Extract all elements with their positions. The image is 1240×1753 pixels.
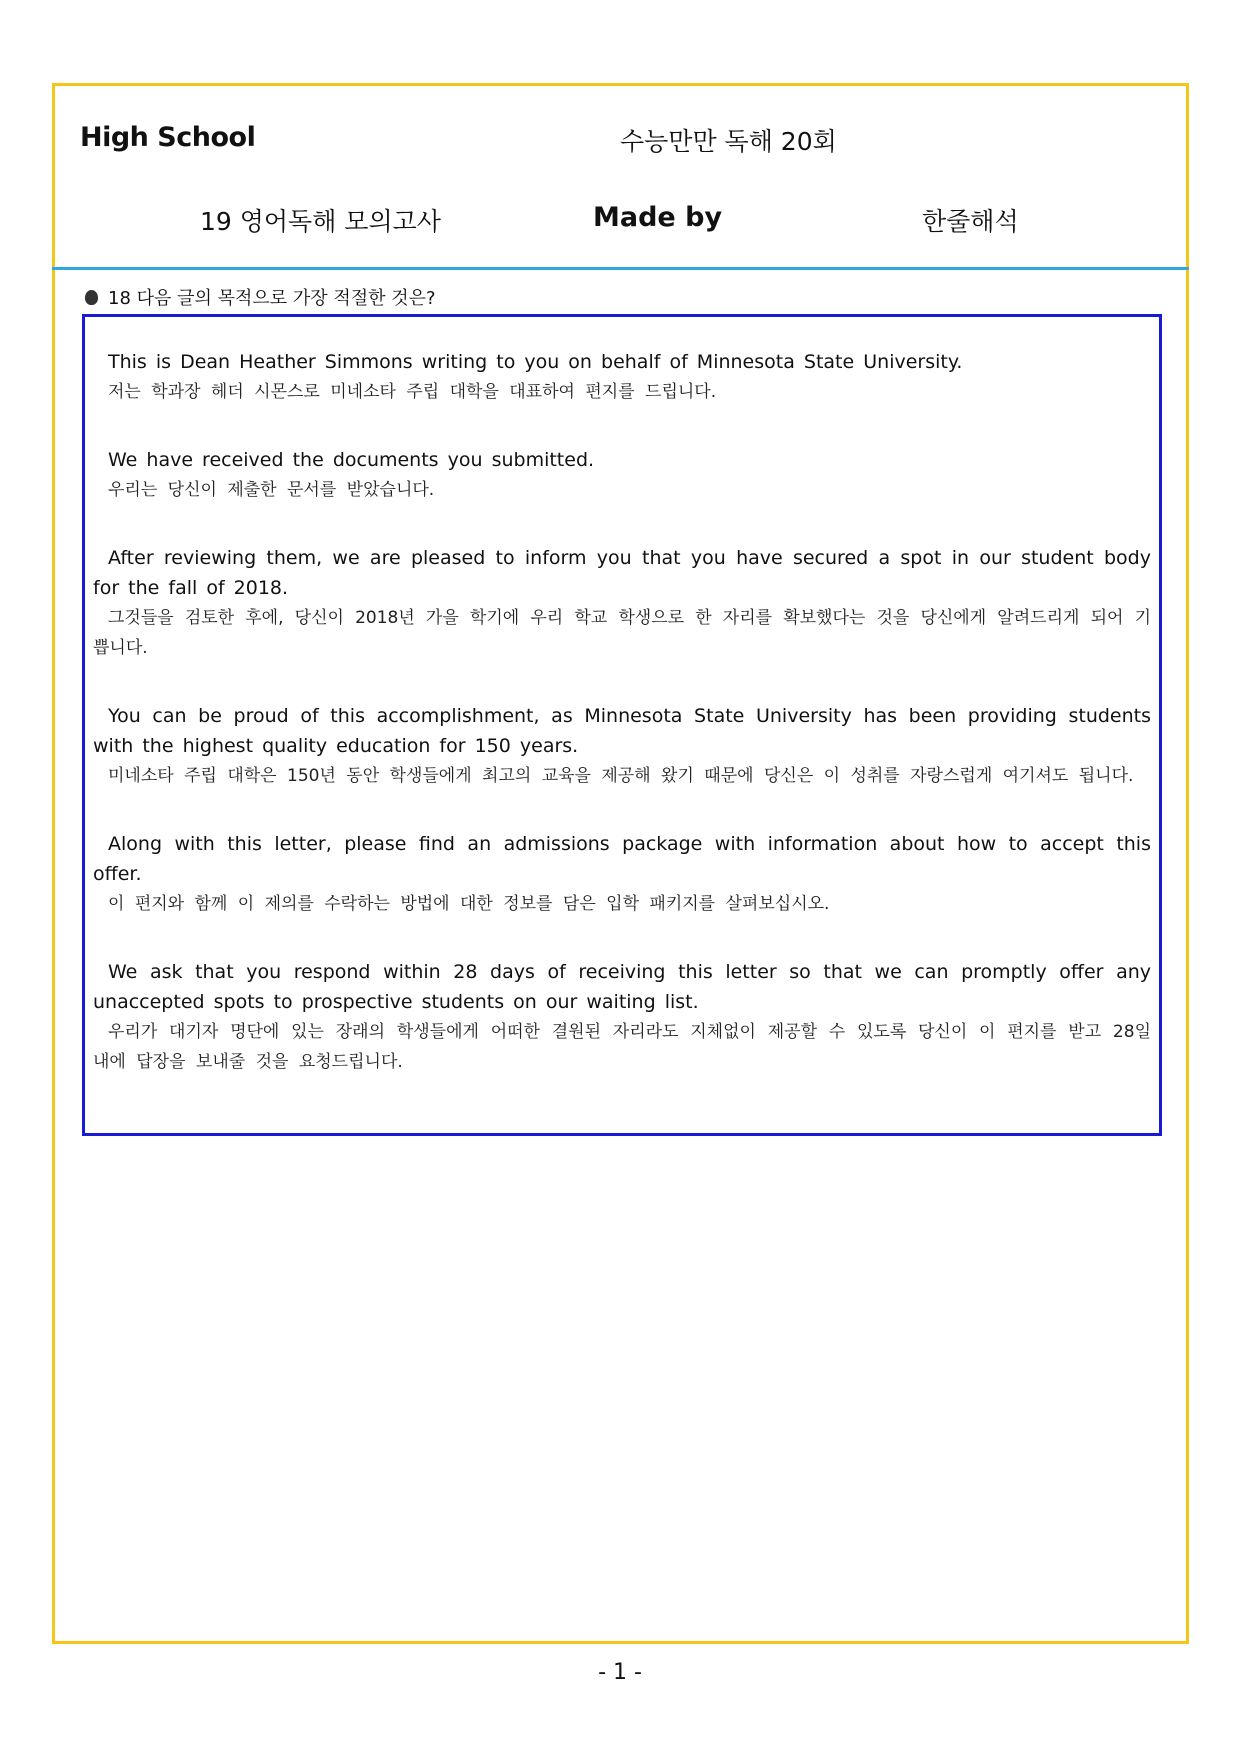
korean-translation: 그것들을 검토한 후에, 당신이 2018년 가을 학기에 우리 학교 학생으로 한 자리를 확보했다는 것을 당신에게 알려드리게 되어 기쁩니다. [93,608,1151,658]
english-sentence: We have received the documents you submitted. [108,449,595,471]
korean-translation: 우리가 대기자 명단에 있는 장래의 학생들에게 어떠한 결원된 자리라도 지체없이 제공할 수 있도록 당신이 이 편지를 받고 28일 내에 답장을 보내줄 것을 요청드립니다. [93,1022,1151,1072]
english-sentence: This is Dean Heather Simmons writing to you on behalf of Minnesota State University. [108,351,963,373]
bullet-icon [85,290,98,305]
header-row-1 [55,122,1186,162]
school-label: High School [80,122,256,153]
sentence-pair [93,701,1151,791]
english-sentence: You can be proud of this accomplishment, as Minnesota State University has been providing students with the highest quality education for 150 years. [93,705,1151,757]
sentence-pair [93,445,1151,505]
exam-subtitle: 19 영어독해 모의고사 [200,207,441,236]
passage-box [82,314,1162,1136]
korean-translation: 이 편지와 함께 이 제의를 수락하는 방법에 대한 정보를 담은 입학 패키지를 살펴보십시오. [108,894,830,914]
header-row-2 [55,202,1186,242]
made-by-label: Made by [593,202,723,233]
sentence-pair [93,347,1151,407]
korean-translation: 저는 학과장 헤더 시몬스로 미네소타 주립 대학을 대표하여 편지를 드립니다. [108,382,717,402]
english-sentence: We ask that you respond within 28 days of receiving this letter so that we can promptly offer any unaccepted spots to prospective students on our waiting list. [93,961,1151,1013]
page-number: - 1 - [598,1660,642,1685]
sentence-pair [93,829,1151,919]
question-line [85,284,436,310]
english-sentence: After reviewing them, we are pleased to inform you that you have secured a spot in our student body for the fall of 2018. [93,547,1151,599]
korean-translation: 우리는 당신이 제출한 문서를 받았습니다. [108,480,435,500]
english-sentence: Along with this letter, please find an admissions package with information about how to accept this offer. [93,833,1151,885]
header-divider [52,267,1189,270]
question-text: 18 다음 글의 목적으로 가장 적절한 것은? [108,288,436,309]
korean-translation: 미네소타 주립 대학은 150년 동안 학생들에게 최고의 교육을 제공해 왔기 때문에 당신은 이 성취를 자랑스럽게 여기셔도 됩니다. [108,766,1134,786]
author-name: 한줄해석 [922,207,1019,236]
page-frame [52,83,1189,1644]
sentence-pair [93,543,1151,663]
exam-title: 수능만만 독해 20회 [620,127,837,156]
sentence-pair [93,957,1151,1077]
